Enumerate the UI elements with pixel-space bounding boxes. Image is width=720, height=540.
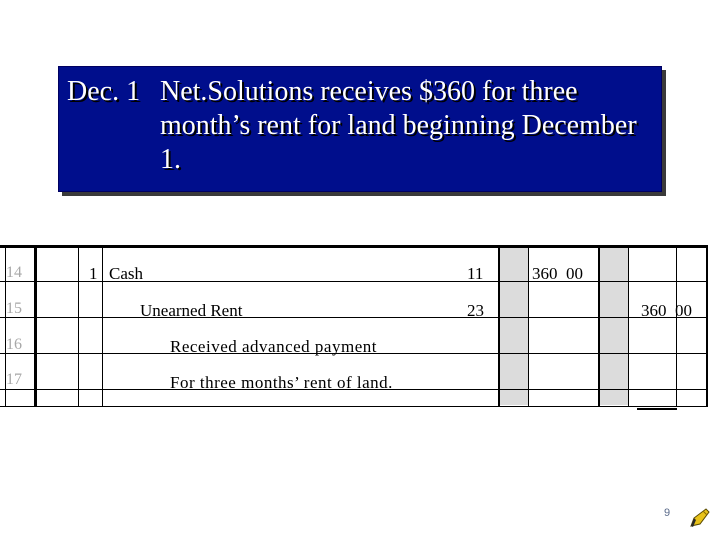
entry-post-ref: 23: [467, 301, 484, 320]
journal-row-rule: [0, 281, 707, 282]
description-divider: [498, 245, 500, 407]
line-number: 14: [6, 264, 22, 281]
entry-day: 1: [89, 264, 98, 283]
postref-divider: [528, 245, 529, 407]
entry-account: Unearned Rent: [140, 301, 243, 320]
line-number: 16: [6, 336, 22, 353]
entry-credit: 360 00: [641, 301, 692, 320]
journal-bottom-rule: [0, 406, 707, 407]
day-divider: [102, 245, 103, 407]
entry-explanation: Received advanced payment: [170, 337, 377, 356]
pencil-icon: [688, 506, 712, 530]
entry-explanation: For three months’ rent of land.: [170, 373, 393, 392]
credit-underline: [637, 408, 677, 410]
transaction-date: Dec. 1: [67, 76, 141, 107]
entry-post-ref: 11: [467, 264, 484, 283]
transaction-description: Net.Solutions receives $360 for three month’s rent for land beginning December 1.: [160, 76, 637, 175]
page-number: 9: [664, 507, 671, 519]
credit-divider: [676, 245, 677, 407]
journal-right-edge: [706, 245, 708, 407]
debit-divider: [598, 245, 600, 407]
column-white-credit: [639, 245, 676, 405]
journal-top-rule: [0, 245, 707, 248]
line-number: 17: [6, 371, 22, 388]
line-number: 15: [6, 300, 22, 317]
entry-account: Cash: [109, 264, 143, 283]
journal-table: [0, 245, 720, 410]
month-divider: [78, 245, 79, 407]
linenum-divider: [34, 245, 37, 407]
entry-debit: 360 00: [532, 264, 583, 283]
column-shade-credit: [600, 245, 628, 405]
transaction-callout: [58, 66, 662, 192]
debit-cents-divider: [628, 245, 629, 407]
column-white-debit: [529, 309, 563, 405]
column-shade-postref: [500, 245, 528, 405]
journal-row-rule: [0, 317, 707, 318]
